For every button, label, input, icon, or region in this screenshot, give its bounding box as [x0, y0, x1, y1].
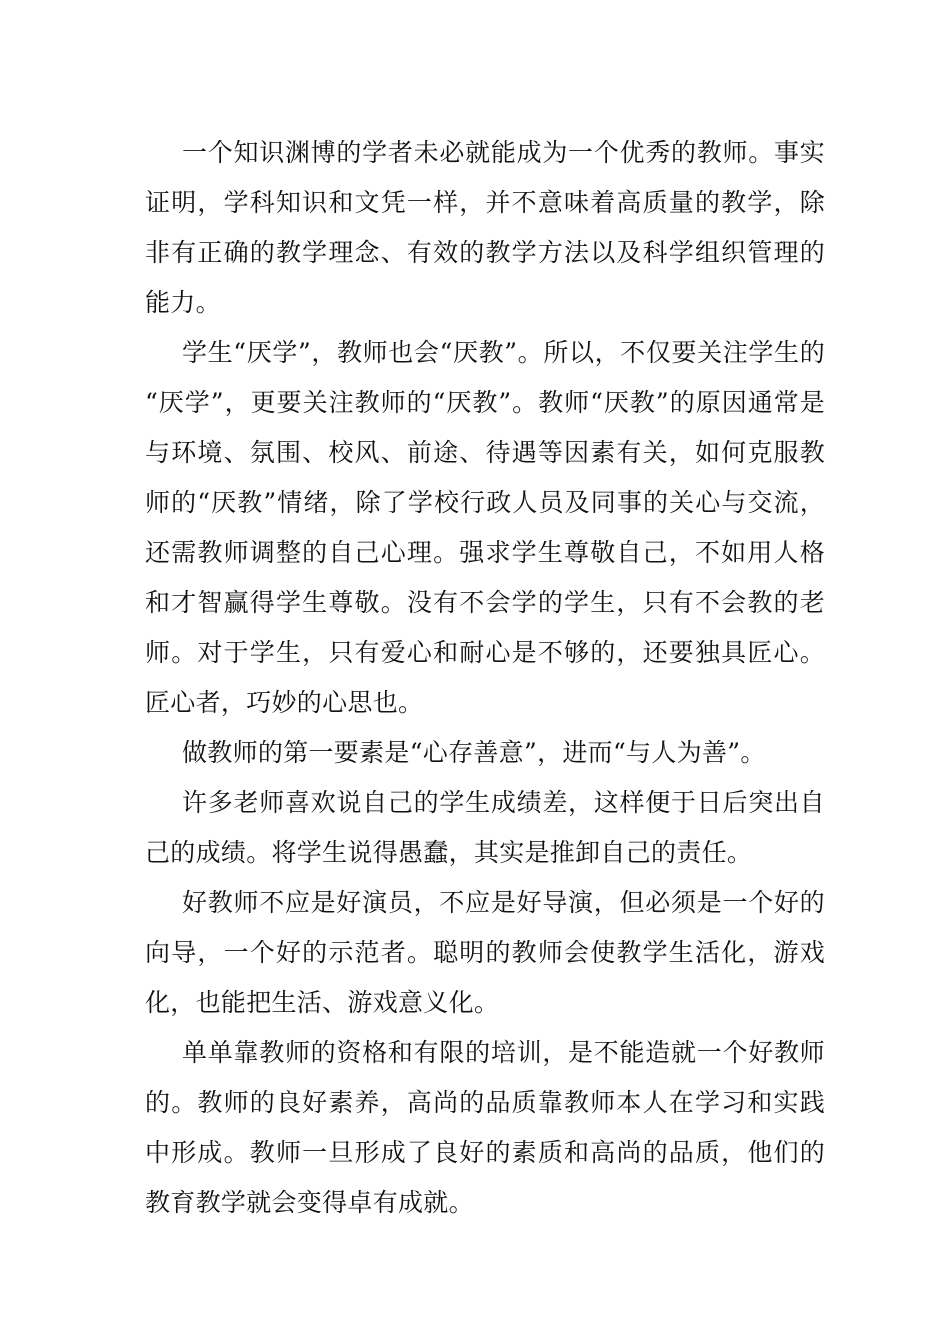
document-body — [145, 128, 825, 1228]
paragraph-3: 做教师的第一要素是“心存善意”，进而“与人为善”。 — [182, 738, 766, 767]
paragraph-4: 许多老师喜欢说自己的学生成绩差，这样便于日后突出自己的成绩。将学生说得愚蠢，其实是推卸自己的责任。 — [145, 788, 825, 867]
paragraph-1: 一个知识渊博的学者未必就能成为一个优秀的教师。事实证明，学科知识和文凭一样，并不意味着高质量的教学，除非有正确的教学理念、有效的教学方法以及科学组织管理的能力。 — [145, 138, 825, 317]
paragraph-2: 学生“厌学”，教师也会“厌教”。所以，不仅要关注学生的“厌学”，更要关注教师的“厌教”。教师“厌教”的原因通常是与环境、氛围、校风、前途、待遇等因素有关，如何克服教师的“厌教”情绪，除了学校行政人员及同事的关心与交流，还需教师调整的自己心理。强求学生尊敬自己，不如用人格和才智赢得学生尊敬。没有不会学的学生，只有不会教的老师。对于学生，只有爱心和耐心是不够的，还要独具匠心。匠心者，巧妙的心思也。 — [145, 338, 825, 717]
paragraph-6: 单单靠教师的资格和有限的培训，是不能造就一个好教师的。教师的良好素养，高尚的品质靠教师本人在学习和实践中形成。教师一旦形成了良好的素质和高尚的品质，他们的教育教学就会变得卓有成就。 — [145, 1038, 825, 1217]
paragraph-5: 好教师不应是好演员，不应是好导演，但必须是一个好的向导，一个好的示范者。聪明的教师会使教学生活化，游戏化，也能把生活、游戏意义化。 — [145, 888, 825, 1017]
